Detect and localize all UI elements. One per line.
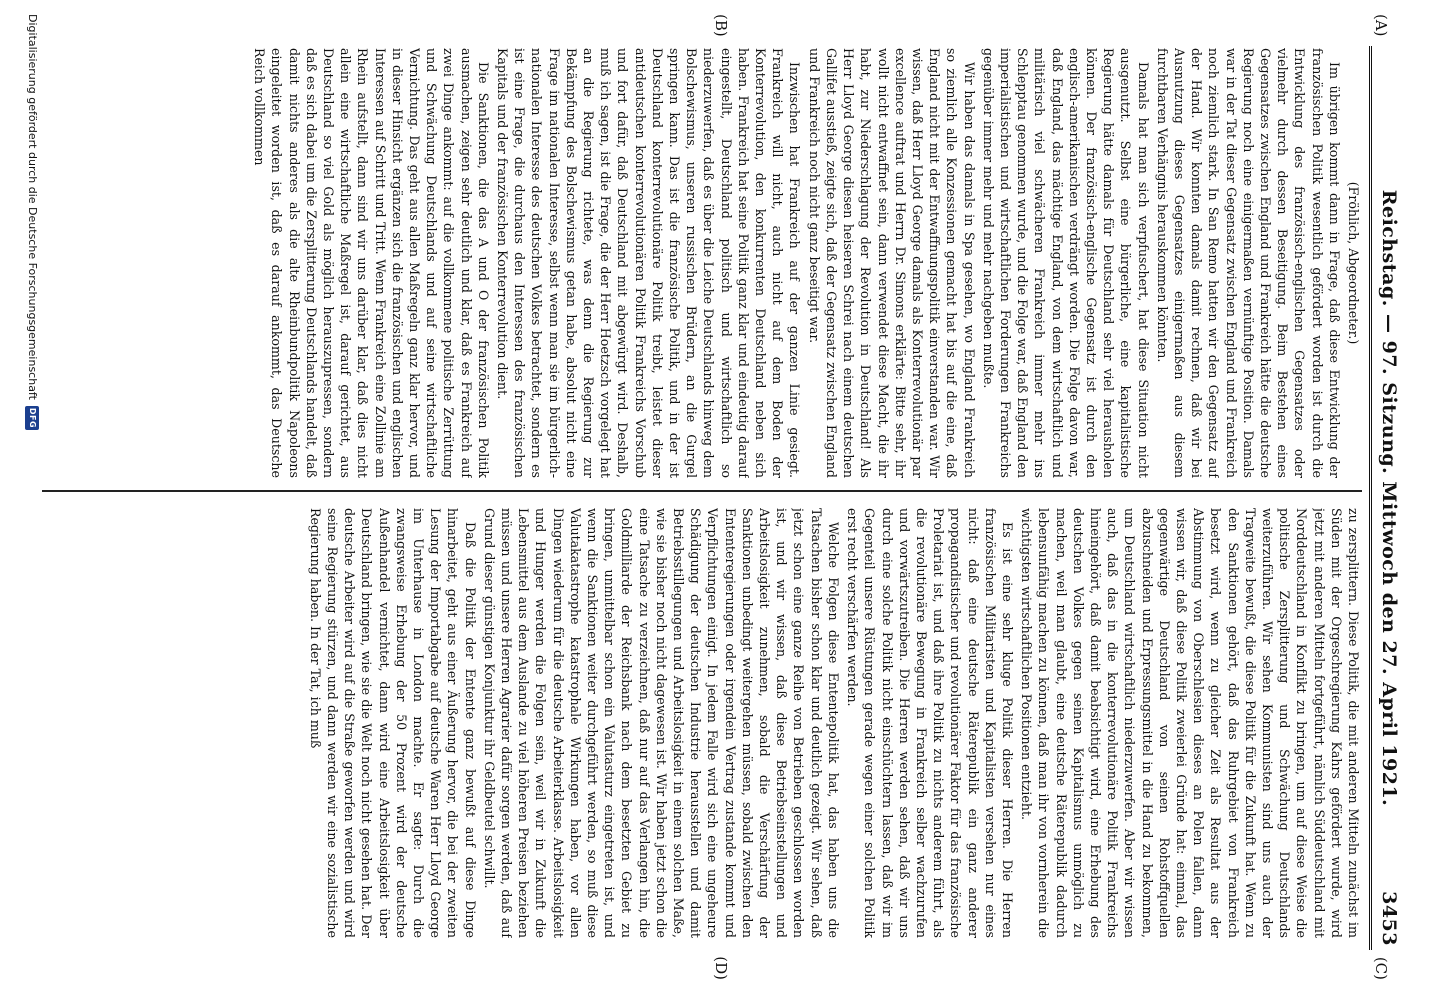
credit-text: Digitalisierung gefördert durch die Deutsche Forschungsgemeinschaft — [26, 14, 39, 400]
paragraph: Im übrigen kommt dann in Frage, daß diese Entwicklung der französischen Politik wesentlich gefördert worden ist durch die Entwicklung des französisch-englischen Gegensatzes oder vielmehr durch dessen Beseitigung. Beim Bestehen eines Gegensatzes zwischen England und Frankreich hätte die deutsche Regierung noch eine einigermaßen vernünftige Position. Damals war in der Tat dieser Gegensatz zwischen England und Frankreich noch ziemlich stark. In San Remo hatten wir den Gegensatz auf der Hand. Wir konnten damals damit rechnen, daß wir bei Ausnutzung dieses Gegensatzes einigermaßen aus diesem furchtbaren Verhängnis herauskommen könnten. — [1154, 48, 1342, 478]
running-title: Reichstag. — 97. Sitzung. Mittwoch den 27. April 1921. — [1378, 189, 1400, 807]
column-marker-a: (A) — [1372, 14, 1390, 37]
dfg-logo-icon: DFG — [25, 406, 39, 430]
paragraph: Damals hat man sich verpfuschert, hat diese Situation nicht ausgenutzt. Selbst eine bürgerliche, eine kapitalistische Regierung hätte damals für Deutschland sehr viel herausholen können. Der französisch-englische Gegensatz ist durch den englisch-amerikanischen verdrängt worden. Die Folge davon war, daß England, das mächtige England, von dem wirtschaftlich und militärisch viel schwächeren Frankreich immer mehr ins Schlepptau genommen wurde, und die Folge war, daß England den imperialistischen und wirtschaftlichen Forderungen Frankreichs gegenüber immer mehr und mehr nachgeben mußte. — [980, 48, 1151, 478]
paragraph: Inzwischen hat Frankreich auf der ganzen Linie gesiegt. Frankreich will nicht, auch nicht auf dem Boden der Konterrevolution, den konkurrenten Deutschland neben sich haben. Frankreich hat seine Politik ganz klar und eindeutig darauf eingestellt, Deutschland politisch und wirtschaftlich so niederzuwerfen, daß es über die Leiche Deutschlands hinweg dem Bolschewismus, unseren russischen Brüdern, an die Gurgel springen kann. Das ist die französische Politik, und in der ist Deutschland konterrevolutionäre Politik treibt, leistet dieser antideutschen konterrevolutionären Politik Frankreichs Vorschub und fort dafür, daß Deutschland mit abgewürgt wird. Deshalb, muß ich sagen, ist die Frage, die der Herr Hoetzsch vorgelegt hat an die Regierung richtete, was denn die Regierung zur Bekämpfung des Bolschewismus getan habe, absolut nicht eine Frage im nationalen Interesse, selbst wenn man sie im bürgerlich-nationalen Interesse des deutschen Volkes betrachtet, sondern es ist eine Frage, die durchaus den Interessen des französischen Kapitals und der französischen Konterrevolution dient. — [495, 48, 803, 478]
column-marker-c: (C) — [1372, 956, 1390, 980]
right-column — [42, 508, 1362, 938]
page-header — [1369, 46, 1402, 950]
paragraph: Wir haben das damals in Spa gesehen, wo England Frankreich so ziemlich alle Konzessionen gemacht hat bis auf die eine, daß England nicht mit der Entwaffnungspolitik einverstanden war. Wir wissen, daß Herr Lloyd George damals als Konterrevolutionär par excellence auftrat und Herrn Dr. Simons erklärte: Bitte sehr, ihr wollt nicht entwaffnet sein, dann verwendet diese Macht, die ihr habt, zur Niederschlagung der Revolution in Deutschland! Als Herr Lloyd George diesen heiseren Schrei nach einem deutschen Gallifet ausstieß, zeigte sich, daß der Gegensatz zwischen England und Frankreich noch nicht ganz beseitigt war. — [806, 48, 977, 478]
column-marker-b: (B) — [712, 14, 730, 37]
paragraph: Welche Folgen diese Ententepolitik hat, das haben uns die Tatsachen bisher schon klar und deutlich gezeigt. Wir sehen, daß jetzt schon eine ganze Reihe von Betrieben geschlossen worden ist, und wir wissen, daß diese Betriebseinstellungen und Arbeitslosigkeit zunehmen, sobald die Verschärfung der Sanktionen unbedingt weitergehen müssen, sobald zwischen den Ententeregierungen oder irgendein Vertrag zustande kommt und Verpflichtungen einigt. In jedem Falle wird sich eine ungeheure Schädigung der deutschen Industrie herausstellen und damit Betriebsstillegungen und Arbeitslosigkeit in einem solchen Maße, wie sie bisher noch nicht dagewesen ist. Wir haben jetzt schon die eine Tatsache zu verzeichnen, daß nur auf das Verlangen hin, die Goldmilliarde der Reichsbank nach dem besetzten Gebiet zu bringen, unmittelbar schon ein Valutasturz eingetreten ist, und wenn die Sanktionen weiter durchgeführt werden, so muß diese Valutakatastrophe katastrophale Wirkungen haben, vor allen Dingen wiederum für die deutsche Arbeiterklasse. Arbeitslosigkeit und Hunger werden die Folgen sein, weil wir in Zukunft die Lebensmittel aus dem Auslande zu viel höheren Preisen beziehen müssen und unsere Herren Agrarier dafür sorgen werden, daß auf Grund dieser günstigen Konjunktur ihr Geldbeutel schwillt. — [481, 508, 841, 938]
paragraph: Die Sanktionen, die das A und O der französischen Politik ausmachen, zeigen sehr deutlich und klar, daß es Frankreich auf zwei Dinge ankommt: auf die vollkommene politische Zerrüttung und Schwächung Deutschlands und auf seine wirtschaftliche Vernichtung. Das geht aus allen Maßregeln ganz klar hervor, und in dieser Hinsicht ergänzen sich die französischen und englischen Interessen auf Schritt und Tritt. Wenn Frankreich eine Zollinie am Rhein aufstellt, dann sind wir uns darüber klar, daß dies nicht allein eine wirtschaftliche Maßregel ist, darauf gerichtet, aus Deutschland so viel Gold als möglich herauszupressen, sondern daß es sich dabei um die Zersplitterung Deutschlands handelt, daß damit nichts anderes als die alte Rheinbundpolitik Napoleons eingeleitet worden ist, daß es darauf ankommt, das Deutsche Reich vollkommen — [252, 48, 491, 478]
paragraph: Daß die Politik der Entente ganz bewußt auf diese Dinge hinarbeitet, geht aus einer Äußerung hervor, die bei der zweiten Lesung der Importabgabe auf deutsche Waren Herr Lloyd George im Unterhause in London machte. Er sagte: Durch die zwangsweise Erhebung der 50 Prozent wird der deutsche Außenhandel vernichtet, dann wird eine Arbeitslosigkeit über Deutschland bringen, wie sie die Welt noch nicht gesehen hat. Der deutsche Arbeiter wird auf die Straße geworfen werden und wird seine Regierung stürzen, und dann werden wir eine sozialistische Regierung haben. In der Tat, ich muß — [307, 508, 478, 938]
document-page — [20, 0, 1420, 990]
paragraph: Es ist eine sehr kluge Politik dieser Herren. Die Herren französischen Militaristen und Kapitalisten versehen nur eines nicht: daß eine deutsche Räterepublik ein ganz anderer propagandistischer und revolutionärer Faktor für das französische Proletariat ist, und daß ihre Politik zu nichts anderem führt, als die revolutionäre Bewegung in Frankreich selber wachzurufen und vorwärtszutreiben. Die Herren werden sehen, daß wir uns durch eine solche Politik nicht einschüchtern lassen, daß wir im Gegenteil unsere Rüstungen gerade wegen einer solchen Politik erst recht verschärfen werden. — [845, 508, 1015, 938]
page-number: 3453 — [1378, 891, 1400, 946]
paragraph: zu zersplittern. Diese Politik, die mit anderen Mitteln zunächst im Süden mit der Orgeschregierung Kahrs gefördert wurde, wird jetzt mit anderen Mitteln fortgeführt, nämlich Süddeutschland mit Norddeutschland in Konflikt zu bringen, um auf diese Weise die politische Zersplitterung und Schwächung Deutschlands weiterzuführen. Wir sehen Kommunisten sind uns auch der Tragweite bewußt, die diese Politik für die Zukunft hat. Wenn zu den Sanktionen gehört, daß das Ruhrgebiet von Frankreich besetzt wird, wenn zu gleicher Zeit als Resultat aus der Abstimmung von Oberschlesien dieses an Polen fallen, dann wissen wir, daß diese Politik zweierlei Gründe hat: einmal, das gegenwärtige Deutschland von seinen Rohstoffquellen abzuschneiden und Erpressungsmittel in die Hand zu bekommen, um Deutschland wirtschaftlich niederzuwerfen. Aber wir wissen auch, daß das in die konterrevolutionäre Politik Frankreichs hineingehört, daß damit beabsichtigt wird, eine Erhebung des deutschen Volkes gegen seinen Kapitalismus unmöglich zu machen, weil man glaubt, eine deutsche Räterepublik dadurch lebensunfähig machen zu können, daß man ihr von vornherein die wichtigsten wirtschaftlichen Positionen entzieht. — [1019, 508, 1361, 938]
column-divider — [42, 490, 1362, 492]
digitization-credit — [20, 14, 44, 974]
left-column — [42, 48, 1362, 478]
speaker-line: (Fröhlich, Abgeordneter.) — [1346, 181, 1361, 345]
column-marker-d: (D) — [712, 956, 730, 980]
